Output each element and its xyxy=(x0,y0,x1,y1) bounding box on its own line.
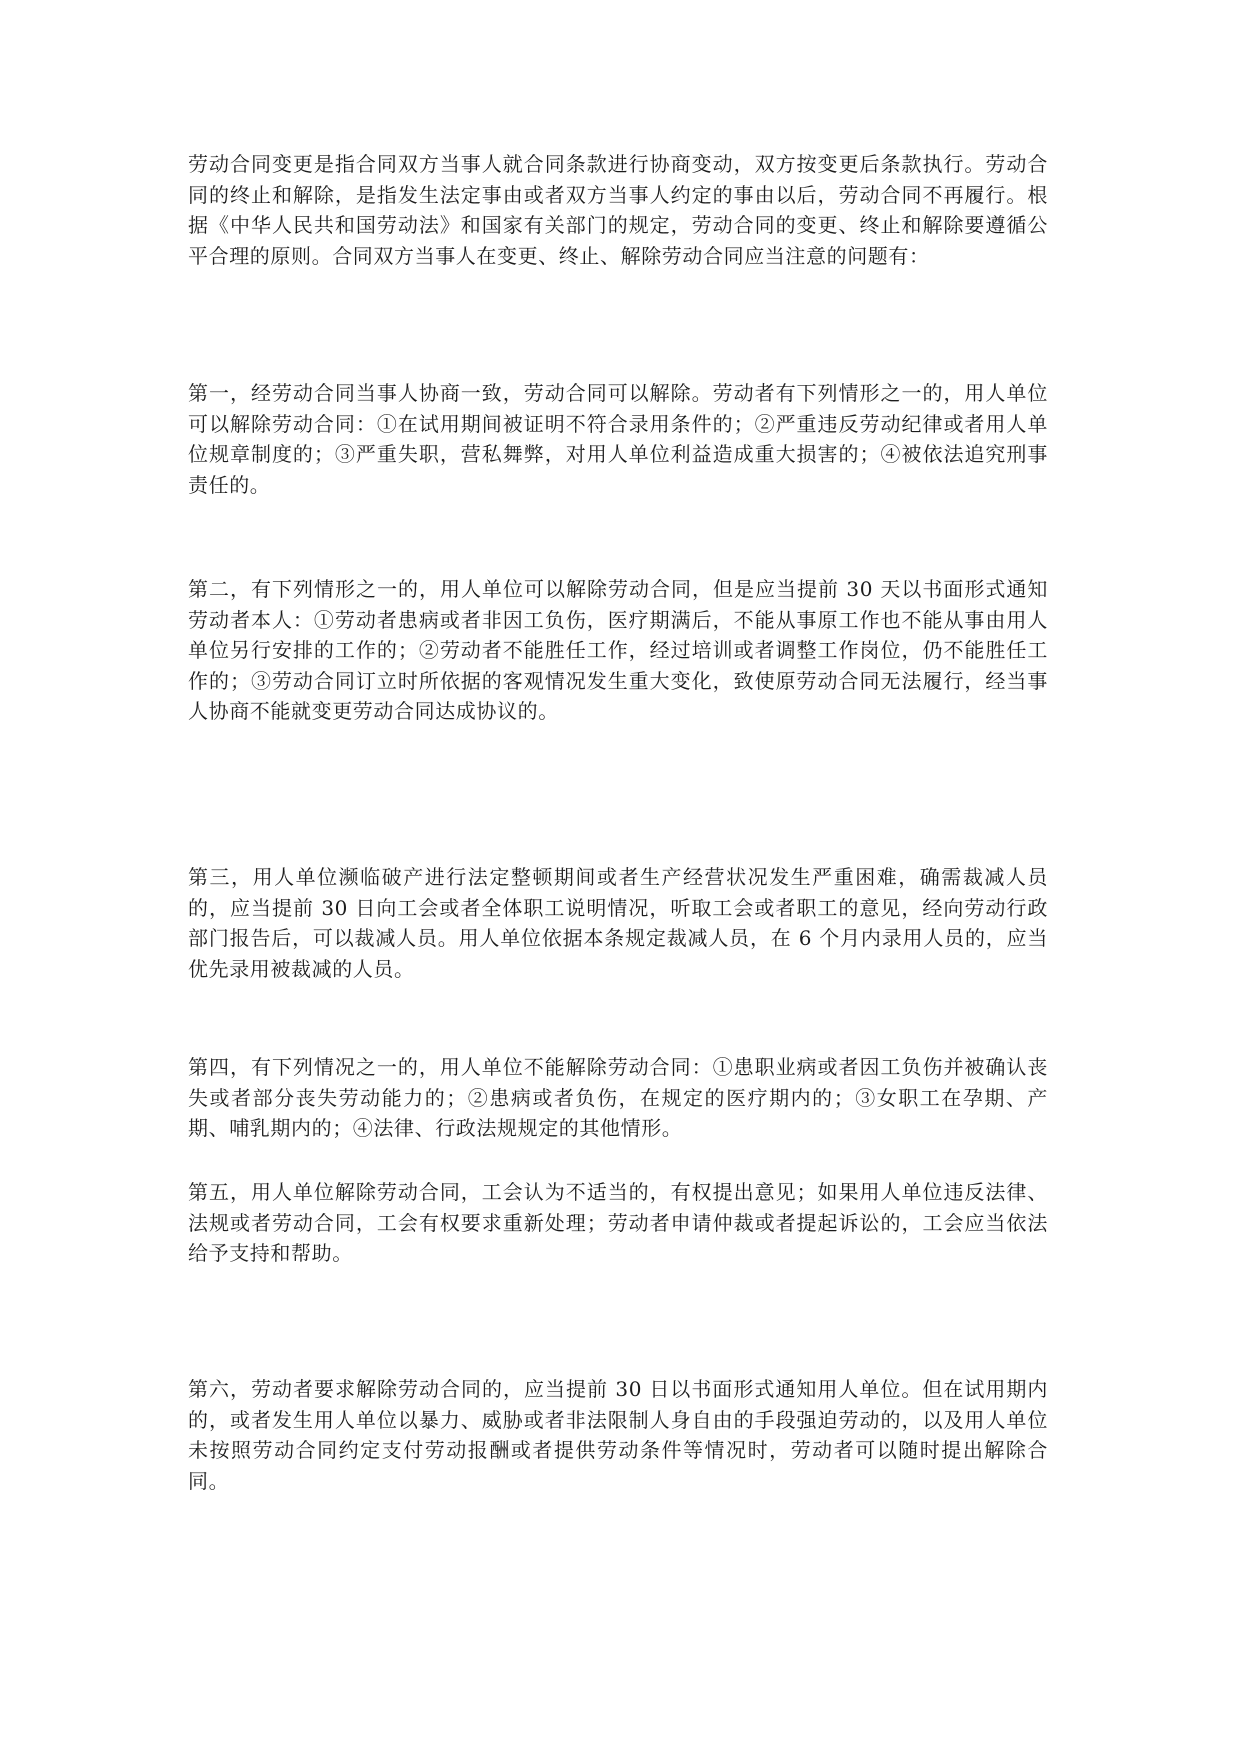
paragraph-intro: 劳动合同变更是指合同双方当事人就合同条款进行协商变动，双方按变更后条款执行。劳动合同的终止和解除，是指发生法定事由或者双方当事人约定的事由以后，劳动合同不再履行。根据《中华人民共和国劳动法》和国家有关部门的规定，劳动合同的变更、终止和解除要遵循公平合理的原则。合同双方当事人在变更、终止、解除劳动合同应当注意的问题有： xyxy=(188,152,1048,268)
paragraph-fifth: 第五，用人单位解除劳动合同，工会认为不适当的，有权提出意见；如果用人单位违反法律、法规或者劳动合同，工会有权要求重新处理；劳动者申请仲裁或者提起诉讼的，工会应当依法给予支持和帮助。 xyxy=(188,1180,1048,1265)
paragraph-sixth: 第六，劳动者要求解除劳动合同的，应当提前 30 日以书面形式通知用人单位。但在试用期内的，或者发生用人单位以暴力、威胁或者非法限制人身自由的手段强迫劳动的，以及用人单位未按照劳动合同约定支付劳动报酬或者提供劳动条件等情况时，劳动者可以随时提出解除合同。 xyxy=(188,1377,1048,1493)
paragraph-third: 第三，用人单位濒临破产进行法定整顿期间或者生产经营状况发生严重困难，确需裁减人员的，应当提前 30 日向工会或者全体职工说明情况，听取工会或者职工的意见，经向劳动行政部门报告后，可以裁减人员。用人单位依据本条规定裁减人员，在 6 个月内录用人员的，应当优先录用被裁减的人员。 xyxy=(188,865,1048,981)
paragraph-second: 第二，有下列情形之一的，用人单位可以解除劳动合同，但是应当提前 30 天以书面形式通知劳动者本人：①劳动者患病或者非因工负伤，医疗期满后，不能从事原工作也不能从事由用人单位另行安排的工作的；②劳动者不能胜任工作，经过培训或者调整工作岗位，仍不能胜任工作的；③劳动合同订立时所依据的客观情况发生重大变化，致使原劳动合同无法履行，经当事人协商不能就变更劳动合同达成协议的。 xyxy=(188,577,1048,723)
paragraph-fourth: 第四，有下列情况之一的，用人单位不能解除劳动合同：①患职业病或者因工负伤并被确认丧失或者部分丧失劳动能力的；②患病或者负伤，在规定的医疗期内的；③女职工在孕期、产期、哺乳期内的；④法律、行政法规规定的其他情形。 xyxy=(188,1055,1048,1140)
paragraph-first: 第一，经劳动合同当事人协商一致，劳动合同可以解除。劳动者有下列情形之一的，用人单位可以解除劳动合同：①在试用期间被证明不符合录用条件的；②严重违反劳动纪律或者用人单位规章制度的；③严重失职，营私舞弊，对用人单位利益造成重大损害的；④被依法追究刑事责任的。 xyxy=(188,381,1048,497)
